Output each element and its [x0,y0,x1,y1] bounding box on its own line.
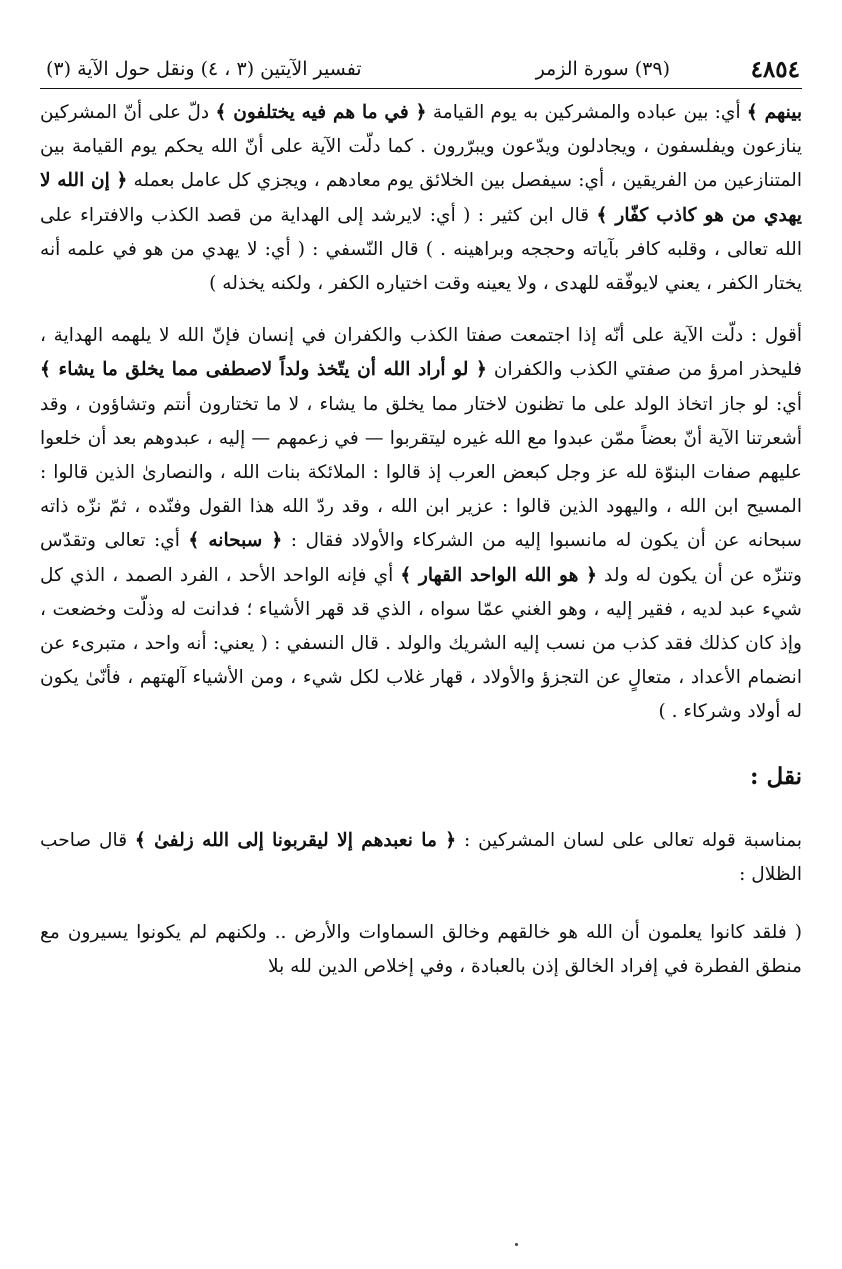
surah-title: (٣٩) سورة الزمر [535,58,670,80]
page-number: ٤٨٥٤ [750,56,800,83]
quran-quote: ﴿ هو الله الواحد القهار ﴾ [400,564,597,586]
quran-quote: ﴿ إن الله لا يهدي من هو كاذب كفّار ﴾ [40,170,802,226]
paragraph-tafsir [40,96,802,301]
quran-quote: بينهم ﴾ [746,102,802,123]
print-dot [515,1243,518,1246]
section-topic: تفسير الآيتين (٣ ، ٤) ونقل حول الآية (٣) [46,58,362,80]
body-text: أقول : دلّت الآية على أنّه إذا اجتمعت صفتا الكذب والكفران في إنسان فإنّ الله لا يلهمه الهداية ، فليحذر امرؤ من صفتي الكذب والكفران [40,325,802,381]
body-text: أي: تعالى وتقدّس وتنزّه عن أن يكون له ولد [40,530,802,586]
body-text: قال ابن كثير : ( أي: لايرشد إلى الهداية من قصد الكذب والافتراء على الله تعالى ، وقلبه كافر بآياته وحججه وبراهينه . ) قال النّسفي : ( أي: لا يهدي من هو في علمه أنه يختار الكفر ، يعني لايوفّقه للهدى ، ولا يعينه وقت اختياره الكفر ، ولكنه يخذله ) [40,204,802,295]
page-body [40,96,802,985]
body-text: أي: بين عباده والمشركين به يوم القيامة [426,102,747,123]
quran-quote: ﴿ ما نعبدهم إلا ليقربونا إلى الله زلفىٰ ﴾ [134,829,457,851]
paragraph-zilal-quote: ( فلقد كانوا يعلمون أن الله هو خالقهم وخالق السماوات والأرض .. ولكنهم لم يكونوا يسيرون مع منطق الفطرة في إفراد الخالق إذن بالعبادة ، وفي إخلاص الدين لله بلا [40,922,802,978]
quran-quote: ﴿ لو أراد الله أن يتّخذ ولداً لاصطفى مما يخلق ما يشاء ﴾ [40,359,487,381]
body-text: أي: لو جاز اتخاذ الولد على ما تظنون لاختار مما يخلق ما يشاء ، لا ما تختارون أنتم وتشاؤون ، وقد أشعرتنا الآية أنّ بعضاً ممّن عبدوا مع الله غيره ليتقربوا — في زعمهم — إليه ، عبدوهم بعد أن خلعوا عليهم صفات البنوّة لله عز وجل كبعض العرب إذ قالوا : الملائكة بنات الله ، والنصارىٰ الذين قالوا : المسيح ابن الله ، واليهود الذين قالوا : عزير ابن الله ، وقد ردّ الله هذا القول وفنّده ، ثمّ نزّه ذاته سبحانه عن أن يكون له مانسبوا إليه من الشركاء والأولاد فقال : [40,393,802,552]
body-text: قال صاحب الظلال : [40,829,802,886]
running-header [40,54,802,89]
quran-quote: ﴿ سبحانه ﴾ [188,530,283,552]
body-text: أي فإنه الواحد الأحد ، الفرد الصمد ، الذي كل شيء عبد لديه ، فقير إليه ، وهو الغني عمّا سواه ، الذي قد قهر الأشياء ؛ فدانت له وذلّت وخضعت ، وإذ كان كذلك فقد كذب من نسب إليه الشريك والولد . قال النسفي : ( يعني: أنه واحد ، متبرىء عن انضمام الأعداد ، متعالٍ عن التجزؤ والأولاد ، قهار غلاب لكل شيء ، ومن الأشياء آلهتهم ، فأنّىٰ يكون له أولاد وشركاء . ) [40,564,802,723]
body-text: بمناسبة قوله تعالى على لسان المشركين : [456,829,802,851]
paragraph-naql-intro [40,824,802,892]
naql-heading: نقل : [750,762,802,790]
paragraph-comment [40,319,802,729]
quran-quote: ﴿ في ما هم فيه يختلفون ﴾ [215,102,427,123]
body-text: دلّ على أنّ المشركين ينازعون ويفلسفون ، ويجادلون ويدّعون ويبرّرون . كما دلّت الآية على أنّ الله يحكم يوم القيامة بين المتنازعين من الفريقين ، أي: سيفصل بين الخلائق يوم معادهم ، ويجزي كل عامل بعمله [40,102,802,192]
